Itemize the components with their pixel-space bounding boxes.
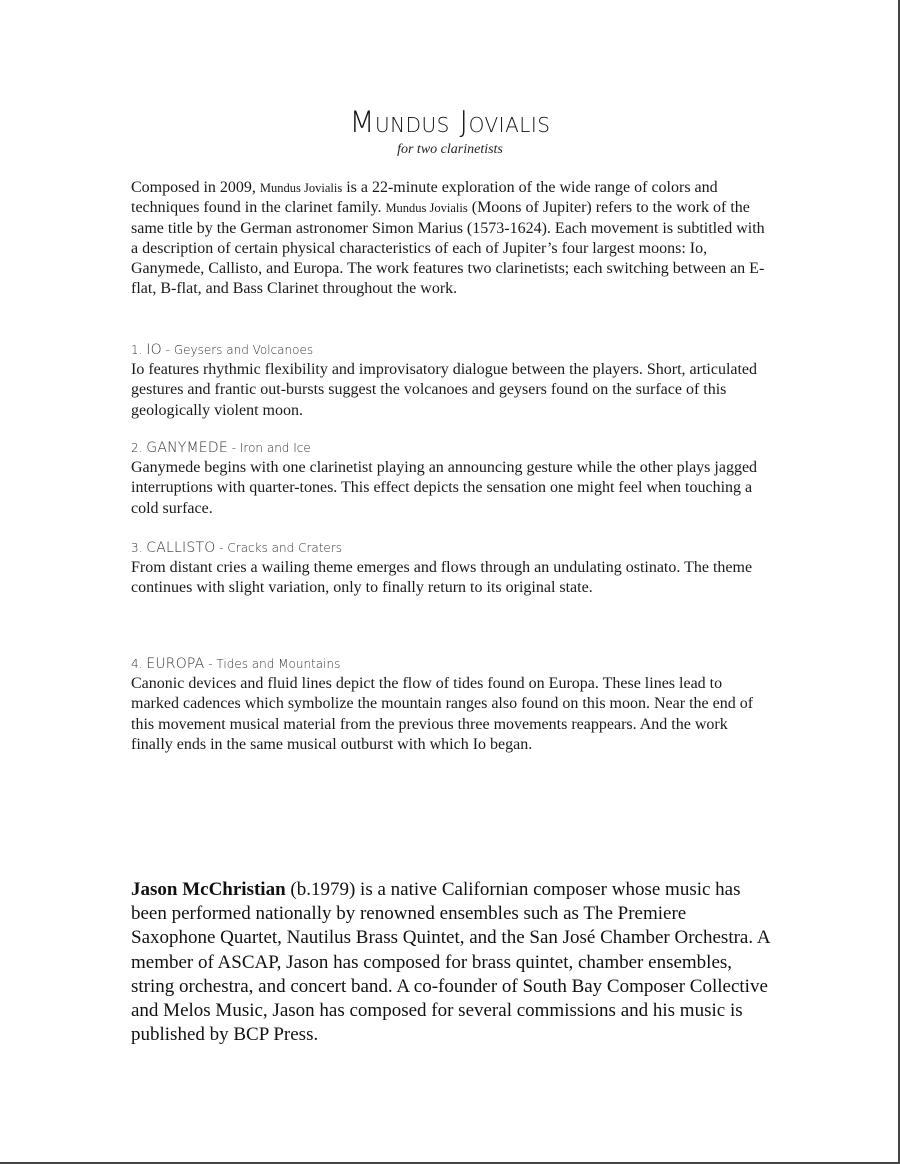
movement-description: Ganymede begins with one clarinetist playing an announcing gesture while the other plays jagged interruptions with quarter-tones. This effect depicts the sensation one might feel when touching a cold surface.: [131, 459, 758, 517]
movement-3: [131, 540, 771, 599]
movement-name: IO: [146, 342, 162, 358]
movement-heading: [131, 440, 771, 456]
movement-1: [131, 342, 771, 421]
movement-number: 1.: [131, 343, 143, 357]
movement-name: CALLISTO: [146, 540, 216, 556]
movement-4: [131, 656, 771, 755]
movement-subtitle: - Iron and Ice: [231, 441, 311, 455]
intro-work-name-2: Mundus Jovialis: [385, 201, 468, 216]
movement-number: 4.: [131, 657, 143, 671]
page-title: Mundus Jovialis: [349, 105, 551, 139]
composer-name: Jason McChristian: [131, 879, 286, 900]
movement-name: GANYMEDE: [146, 440, 228, 456]
intro-work-name-1: Mundus Jovialis: [259, 181, 343, 195]
movement-description: Canonic devices and fluid lines depict the flow of tides found on Europa. These lines lead to marked cadences which symbolize the mountain ranges also found on this moon. Near the end of this movement musical material from the previous three movements reappears. And the work finally ends in the same musical outburst with which Io began.: [131, 675, 754, 753]
intro-text-2: is a 22-minute exploration of the wide range of colors and techniques found in the clarinet family.: [131, 179, 718, 217]
composer-bio: [131, 878, 771, 1047]
movement-name: EUROPA: [146, 656, 205, 672]
movement-description: Io features rhythmic flexibility and improvisatory dialogue between the players. Short, articulated gestures and frantic out-bursts suggest the volcanoes and geysers found on the surface of this geologically violent moon.: [131, 361, 758, 419]
movement-description: From distant cries a wailing theme emerges and flows through an undulating ostinato. The theme continues with slight variation, only to finally return to its original state.: [131, 559, 753, 597]
intro-text-3: (Moons of Jupiter) refers to the work of the same title by the German astronomer Simon Marius (1573-1624). Each movement is subtitled with a description of certain physical characteristics of each of Jupiter’s four largest moons: Io, Ganymede, Callisto, and Europa. The work features two clarinetists; each switching between an E-flat, B-flat, and Bass Clarinet throughout the work.: [131, 199, 765, 298]
movement-heading: [131, 656, 771, 672]
movement-subtitle: - Tides and Mountains: [208, 657, 341, 671]
intro-paragraph: [131, 178, 771, 300]
movement-number: 2.: [131, 441, 143, 455]
movement-heading: [131, 540, 771, 556]
composer-bio-text: (b.1979) is a native Californian composer whose music has been performed nationally by renowned ensembles such as The Premiere Saxophone Quartet, Nautilus Brass Quintet, and the San José Chamber Orchestra. A member of ASCAP, Jason has composed for brass quintet, chamber ensembles, string orchestra, and concert band. A co-founder of South Bay Composer Collective and Melos Music, Jason has composed for several commissions and his music is published by BCP Press.: [131, 879, 770, 1046]
movement-subtitle: - Cracks and Craters: [219, 541, 343, 555]
page-subtitle: for two clarinetists: [397, 142, 503, 157]
movement-heading: [131, 342, 771, 358]
movement-subtitle: - Geysers and Volcanoes: [165, 343, 314, 357]
intro-text-1: Composed in 2009,: [131, 179, 260, 196]
movement-number: 3.: [131, 541, 143, 555]
movement-2: [131, 440, 771, 519]
